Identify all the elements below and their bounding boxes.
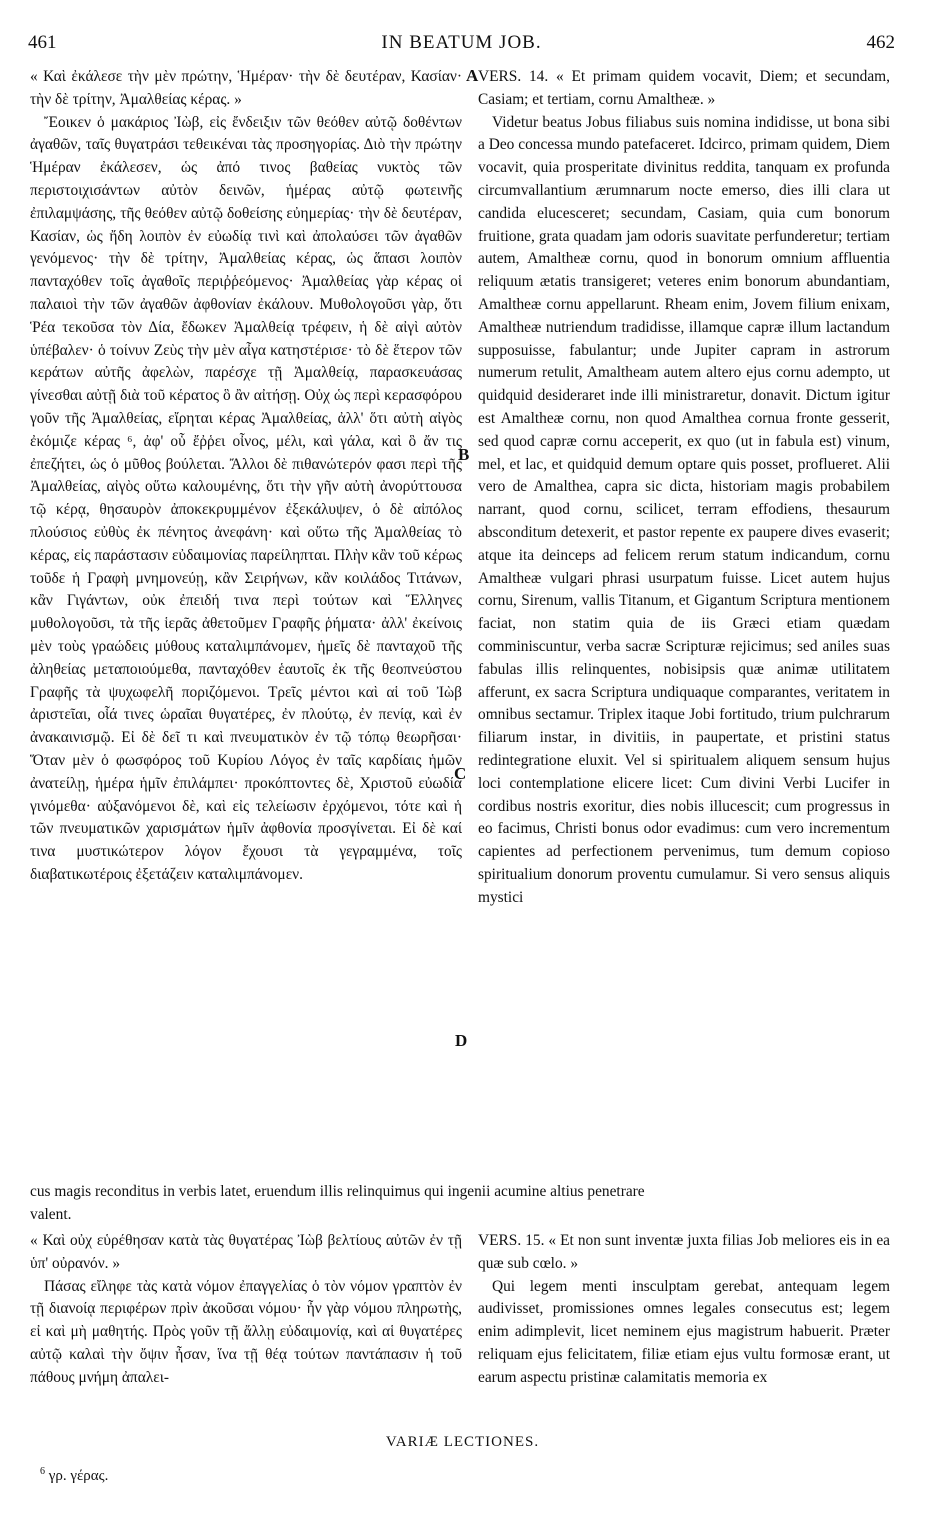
section-marker-b: B bbox=[458, 445, 470, 464]
greek-commentary-14: Ἔοικεν ὁ μακάριος Ἰὼβ, εἰς ἔνδειξιν τῶν θεόθεν αὐτῷ δοθέντων ἀγαθῶν, ταῖς θυγατράσι τεθεικέναι τὰς προσηγορίας. Διὸ τὴν πρώτην Ἡμέραν ἐκάλεσεν, ὡς ἀπό τινος βαθείας νυκτὸς τῶν περιστοιχισάντων αὐτὸν δεινῶν, ἡμέρας αὐτῷ φωτεινῆς ἐπιλαμψάσης, τῆς θεόθεν αὐτῷ δοθείσης εὐημερίας· τὴν δὲ δευτέραν, Κασίαν, ὡς ἤδη λοιπὸν ἐν εὐωδίᾳ τινὶ καὶ ἀπολαύσει τῶν ἀγαθῶν γενόμενος· τὴν δὲ τρίτην, Ἀμαλθείας κέρας, ὡς ἅπασι λοιπὸν πανταχόθεν τοῖς ἀγαθοῖς περιῤῥεόμενος· Ἀμαλθείας γὰρ κέρας οἱ παλαιοὶ τὴν τῶν ἀγαθῶν ἀφθονίαν ἐκάλουν. Μυθολογοῦσι γὰρ, ὅτι Ῥέα τεκοῦσα τὸν Δία, ἔδωκεν Ἀμαλθείᾳ τρέφειν, ἡ δὲ αἰγὶ αὐτὸν ὑπέβαλεν· ὁ τοίνυν Ζεὺς τὴν μὲν αἶγα κατηστέρισε· τὸ δὲ ἕτερον τῶν κεράτων αὐτῆς ἀφελὼν, παρέσχε τῇ Ἀμαλθείᾳ, παρασκευάσας γίνεσθαι αὐτῇ διὰ τοῦ κέρατος ὃ ἂν αἰτήσῃ. Οὐχ ὡς περὶ κερασφόρου γοῦν τῆς Ἀμαλθείας, εἴρηται κέρας Ἀμαλθείας, ἀλλ' ὅτι αὐτὴ αἰγὸς ἐκόμιζε κέρας ⁶, ἀφ' οὗ ἔῤῥει οἶνος, μέλι, καὶ γάλα, καὶ ὃ ἄν τις ἐπεζήτει, ὡς ὁ μῦθος βούλεται. Ἄλλοι δὲ πιθανώτερόν φασι περὶ τῆς Ἀμαλθείας, αἰγὸς οὕτω καλουμένης, ὅτι τὴν γῆν αὐτὴ ἀνορύττουσα τῷ κέρᾳ, θησαυρὸν ἀποκεκρυμμένον ἐξεκάλυψεν, ὁ δὲ αἰπόλος πλούσιος εὐθὺς ἐκ πένητος ἀνεφάνη· καὶ οὕτω τῆς Ἀμαλθείας τὸ κέρας, εἰς παράστασιν εὐδαιμονίας παρείληπται. Πλὴν κἂν τοῦ κέρως τοῦδε ἡ Γραφὴ μνημονεύῃ, κἂν Σειρήνων, κἂν κοιλάδος Τιτάνων, κἂν Γιγάντων, οὐκ ἐπειδή τινα περὶ τούτων καὶ Ἕλληνες μυθολογοῦσι, τὰ τῆς ἱερᾶς ἀθετοῦμεν Γραφῆς ῥήματα· ἀλλ' ἐκείνοις μὲν τοὺς γραώδεις μύθους καταλιμπάνομεν, ἡμεῖς δὲ πανταχοῦ τῆς ἀληθείας μεταποιούμεθα, πανταχόθεν ἑαυτοῖς ἐκ τῆς θεοπνεύστου Γραφῆς τὰ ψυχωφελῆ ποριζόμενοι. Τρεῖς μέντοι καὶ αἱ τοῦ Ἰὼβ ἀριστεῖαι, οἷά τινες ὡραῖαι θυγατέρες, ἐν πλούτῳ, ἐν πενίᾳ, καὶ ἐν ἀνακαινισμῷ. Εἰ δὲ δεῖ τι καὶ πνευματικὸν ἐν τῷ τόπῳ θεωρῆσαι· Ὅταν μὲν ὁ φωσφόρος τοῦ Κυρίου Λόγος ἐν ταῖς καρδίαις ἡμῶν ἀνατείλῃ, ἡμέρα ἡμῖν ἐπιλάμπει· προκόπτοντες δὲ, Χριστοῦ εὐωδία γινόμεθα· αὐξανόμενοι δὲ, καὶ εἰς τελείωσιν ἐρχόμενοι, τότε καὶ ἡ τῶν πνευματικῶν χαρισμάτων ἡμῖν ἀφθονία προσγίνεται. Εἰ δὲ καί τινα μυστικώτερον λόγον ἔχουσι τὰ γεγραμμένα, τοῖς διαβατικωτέροις ἐξετάζειν καταλιμπάνομεν. bbox=[30, 113, 462, 883]
greek-column-bottom bbox=[30, 1230, 462, 1390]
latin-column bbox=[478, 66, 890, 909]
greek-verse-15: « Καὶ οὐχ εὑρέθησαν κατὰ τὰς θυγατέρας Ἰὼβ βελτίους αὐτῶν ἐν τῇ ὑπ' οὐρανόν. » bbox=[30, 1232, 462, 1272]
page-number-right: 462 bbox=[866, 32, 895, 53]
section-marker-c: C bbox=[454, 764, 467, 783]
footnote bbox=[40, 1466, 108, 1485]
running-header bbox=[28, 32, 895, 58]
section-marker-a: A bbox=[466, 66, 479, 85]
latin-verse-14: VERS. 14. « Et primam quidem vocavit, Diem; et secundam, Casiam; et tertiam, cornu Amaltheæ. » bbox=[478, 68, 890, 108]
footnote-text: γρ. γέρας. bbox=[48, 1468, 109, 1484]
spanning-line-1: cus magis reconditus in verbis latet, eruendum illis relinquimus qui ingenii acumine altius penetrare bbox=[30, 1183, 645, 1200]
running-title: IN BEATUM JOB. bbox=[381, 32, 542, 53]
section-marker-d: D bbox=[455, 1031, 468, 1050]
latin-commentary-14: Videtur beatus Jobus filiabus suis nomina indidisse, ut bona sibi a Deo concessa mundo patefaceret. Idcirco, primam quidem, Diem vocavit, quia prosperitate divinitus reddita, tanquam ex profunda circumvallantium ærumnarum nocte emerso, dies illi clara ut candida elucesceret; secundam, Casiam, quia cum bonorum fruitione, grata quadam jam odoris suavitate perfunderetur; tertiam autem, Amaltheæ cornu, quod in bonorum omnium affluentia reliquum ætatis transigeret; veteres enim bonorum abundantiam, Amaltheæ cornu appellarunt. Rheam enim, Jovem filium enixam, Amaltheæ nutriendum tradidisse, illamque capræ illum lactandum supposuisse, fabulantur; unde Jupiter capram in astrorum numerum retulit, Amaltheam autem altero ejus cornu adempto, ut quidquid desideraret inde illi ministraretur, donavit. Dictum igitur est Amaltheæ cornu, non quod Amalthea cornua fronte gesserit, sed quod capræ cornu acceperit, ex quo (ut in fabula est) vinum, mel, et lac, et quidquid demum optare quis posset, proflueret. Alii vero de Amalthea, capra sic dicta, historiam magis probabilem narrant, quod cornu, scilicet, terram effodiens, thesaurum absconditum detexerit, et pastor repente ex paupere dives evaserit; atque ita deinceps ad felicem rerum statum indicandum, cornu Amaltheæ vulgari phrasi usurpatum fuisse. Licet autem hujus cornu, Sirenum, vallis Titanum, et Gigantum Scriptura mentionem faciat, non statim quia de iis Græci etiam quædam comminiscuntur, verba sacræ Scripturæ rejicimus; sed aniles suas fabulas illis relinquentes, nobisipsis quæ animæ utilitatem afferunt, ex sacra Scriptura undiquaque comparantes, veritatem in omnibus sectamur. Triplex itaque Jobi fortitudo, trium pulchrarum filiarum instar, in divitiis, in paupertate, et pristini status redintegratione eluxit. Vel si spiritualem aliquem sensum hujus loci contemplatione elicere licet: Cum divini Verbi Lucifer in cordibus nostris exoritur, dies nobis illucescit; cum progressus in eo facimus, Christi bonus odor evadimus: cum vero incrementum capientes ad perfectionem pervenimus, tum demum copioso spiritualium donorum proventu cumulamur. Si vero sensus aliquis mystici bbox=[478, 113, 890, 906]
greek-commentary-15: Πάσας εἴληφε τὰς κατὰ νόμον ἐπαγγελίας ὁ τὸν νόμον γραπτὸν ἐν τῇ διανοίᾳ περιφέρων πρὶν ἀκοῦσαι νόμου· ἦν γὰρ νόμου πληρωτὴς, εἰ καὶ μὴ μαθητής. Πρὸς γοῦν τῇ ἄλλῃ εὐδαιμονίᾳ, καὶ αἱ θυγατέρες αὐτῷ καλαὶ τὴν ὄψιν ἦσαν, ἵνα τῇ θέᾳ τούτων παντάπασιν ἡ τοῦ πάθους μνήμη ἀπαλει- bbox=[30, 1277, 462, 1386]
latin-verse-15: VERS. 15. « Et non sunt inventæ juxta filias Job meliores eis in ea quæ sub cœlo. » bbox=[478, 1232, 890, 1272]
page-number-left: 461 bbox=[28, 32, 57, 53]
footnote-mark: 6 bbox=[40, 1466, 45, 1477]
greek-column bbox=[30, 66, 462, 887]
latin-commentary-15: Qui legem menti insculptam gerebat, antequam legem audivisset, promissiones omnes legales consecutus est; legem enim adimplevit, licet neminem ejus magistrum habuerit. Præter reliquam ejus felicitatem, filiæ etiam ejus vultu formosæ erant, ut earum aspectu pristinæ calamitatis memoria ex bbox=[478, 1277, 890, 1386]
variae-lectiones-heading: VARIÆ LECTIONES. bbox=[385, 1434, 540, 1450]
greek-verse-14: « Καὶ ἐκάλεσε τὴν μὲν πρώτην, Ἡμέραν· τὴν δὲ δευτέραν, Κασίαν· τὴν δὲ τρίτην, Ἀμαλθείας κέρας. » bbox=[30, 68, 462, 108]
spanning-line-2: valent. bbox=[30, 1206, 72, 1223]
latin-column-bottom bbox=[478, 1230, 890, 1390]
